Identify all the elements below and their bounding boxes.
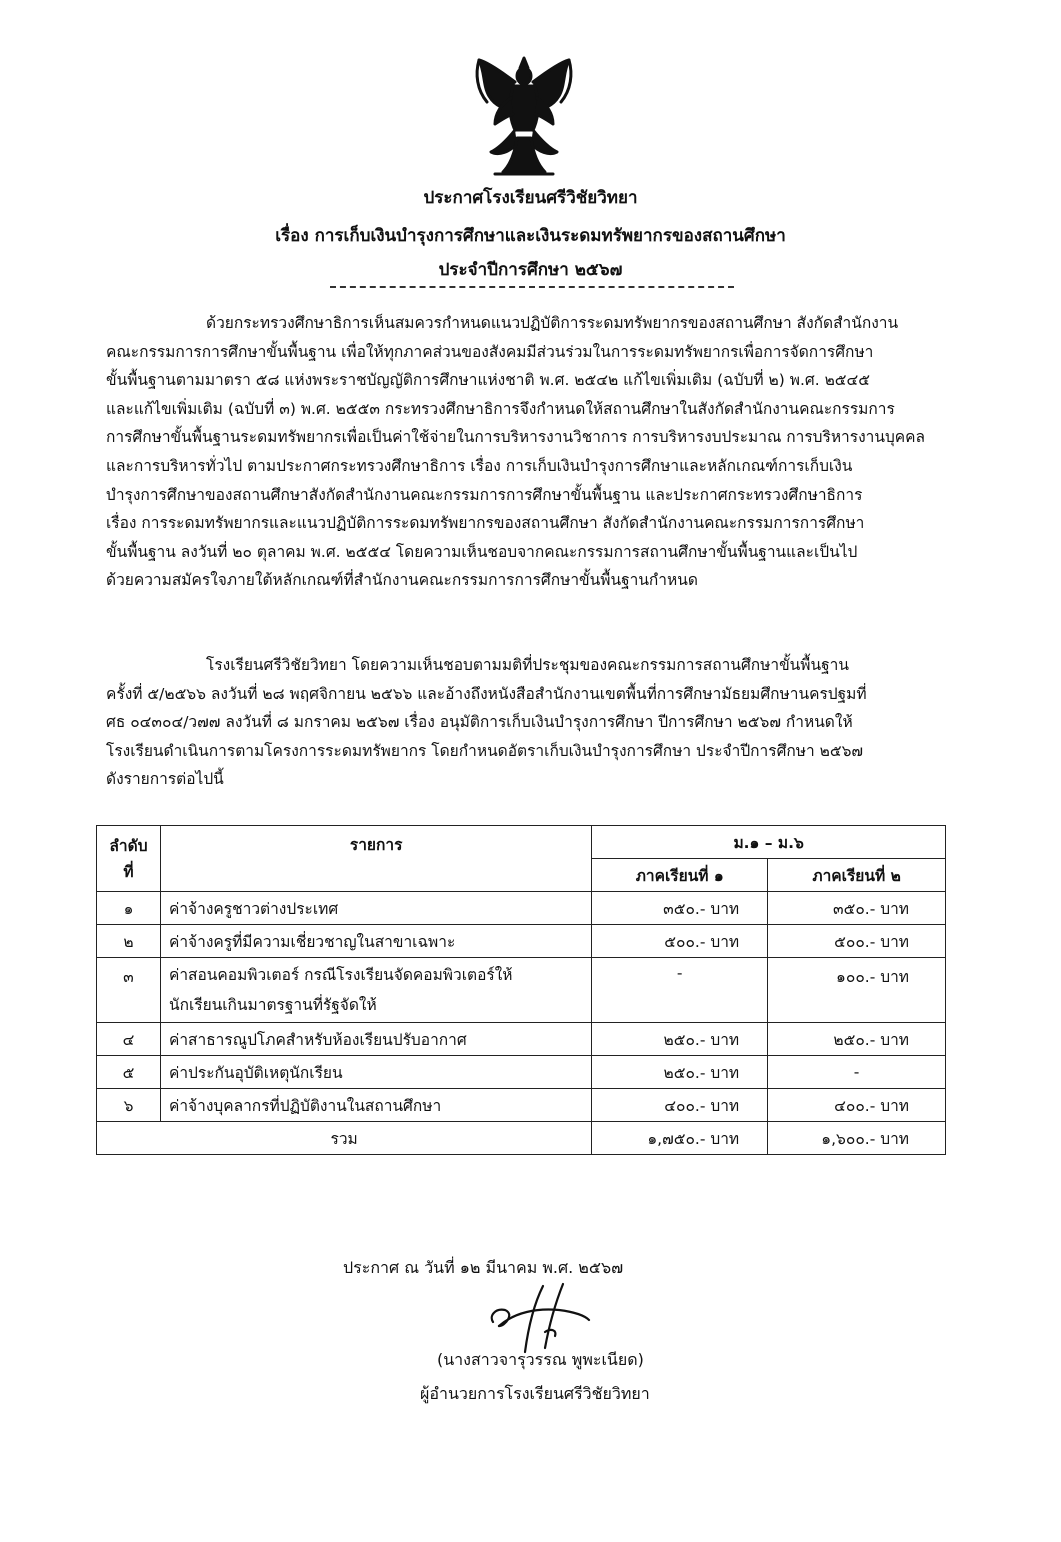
row-term2: ๑๐๐.- บาท [768, 958, 946, 1023]
paragraph-line: คณะกรรมการการศึกษาขั้นพื้นฐาน เพื่อให้ทุกภาคส่วนของสังคมมีส่วนร่วมในการระดมทรัพยากรเพื่อการจัดการศึกษา [106, 342, 874, 361]
announcement-subject: เรื่อง การเก็บเงินบำรุงการศึกษาและเงินระดมทรัพยากรของสถานศึกษา [275, 226, 786, 246]
row-term1: - [592, 958, 768, 1023]
row-term1: ๒๕๐.- บาท [592, 1023, 768, 1056]
row-item: ค่าสอนคอมพิวเตอร์ กรณีโรงเรียนจัดคอมพิวเตอร์ให้ [168, 966, 513, 984]
row-no: ๑ [97, 892, 161, 925]
row-item: ค่าจ้างบุคลากรที่ปฏิบัติงานในสถานศึกษา [160, 1089, 591, 1122]
announcement-date: ประกาศ ณ วันที่ ๑๒ มีนาคม พ.ศ. ๒๕๖๗ [343, 1258, 624, 1277]
row-term2: ๔๐๐.- บาท [768, 1089, 946, 1122]
row-term1: ๔๐๐.- บาท [592, 1089, 768, 1122]
row-term2: ๓๕๐.- บาท [768, 892, 946, 925]
row-item: ค่าประกันอุบัติเหตุนักเรียน [160, 1056, 591, 1089]
paragraph-line: ด้วยกระทรวงศึกษาธิการเห็นสมควรกำหนดแนวปฏิบัติการระดมทรัพยากรของสถานศึกษา สังกัดสำนักงาน [206, 314, 899, 332]
table-row [97, 925, 946, 958]
total-term2: ๑,๖๐๐.- บาท [768, 1122, 946, 1155]
announcement-title: ประกาศโรงเรียนศรีวิชัยวิทยา [423, 188, 638, 208]
row-no: ๓ [97, 958, 161, 1023]
row-term1: ๓๕๐.- บาท [592, 892, 768, 925]
signer-position: ผู้อำนวยการโรงเรียนศรีวิชัยวิทยา [420, 1384, 650, 1403]
paragraph-line: ขั้นพื้นฐาน ลงวันที่ ๒๐ ตุลาคม พ.ศ. ๒๕๕๔ โดยความเห็นชอบจากคณะกรรมการสถานศึกษาขั้นพื้นฐานและเป็นไป [106, 542, 858, 561]
paragraph-line: ดังรายการต่อไปนี้ [106, 770, 224, 789]
academic-year-line: ประจำปีการศึกษา ๒๕๖๗ [438, 260, 623, 280]
row-no: ๔ [97, 1023, 161, 1056]
paragraph-line: โรงเรียนศรีวิชัยวิทยา โดยความเห็นชอบตามมติที่ประชุมของคณะกรรมการสถานศึกษาขั้นพื้นฐาน [206, 656, 849, 674]
total-term1: ๑,๗๕๐.- บาท [592, 1122, 768, 1155]
col-term2-header: ภาคเรียนที่ ๒ [768, 859, 946, 892]
table-row [97, 958, 946, 1023]
fee-table [96, 825, 946, 1155]
col-no-header [97, 826, 161, 892]
row-term2: ๒๕๐.- บาท [768, 1023, 946, 1056]
paragraph-line: โรงเรียนดำเนินการตามโครงการระดมทรัพยากร โดยกำหนดอัตราเก็บเงินบำรุงการศึกษา ประจำปีการศึกษา ๒๕๖๗ [106, 741, 864, 760]
col-no-label: ลำดับ [109, 836, 148, 855]
table-header-row [97, 826, 946, 859]
paragraph-2 [106, 651, 972, 794]
paragraph-line: ด้วยความสมัครใจภายใต้หลักเกณฑ์ที่สำนักงานคณะกรรมการการศึกษาขั้นพื้นฐานกำหนด [106, 571, 698, 590]
row-term1: ๕๐๐.- บาท [592, 925, 768, 958]
col-item-header: รายการ [160, 826, 591, 892]
col-level-header: ม.๑ – ม.๖ [592, 826, 946, 859]
paragraph-line: บำรุงการศึกษาของสถานศึกษาสังกัดสำนักงานคณะกรรมการการศึกษาขั้นพื้นฐาน และประกาศกระทรวงศึกษาธิการ [106, 485, 863, 504]
row-item-multiline [160, 958, 591, 1023]
row-no: ๒ [97, 925, 161, 958]
paragraph-line: ศธ ๐๔๓๐๔/ว๗๗ ลงวันที่ ๘ มกราคม ๒๕๖๗ เรื่อง อนุมัติการเก็บเงินบำรุงการศึกษา ปีการศึกษา ๒๕๖๗ กำหนดให้ [106, 713, 853, 732]
paragraph-line: เรื่อง การระดมทรัพยากรและแนวปฏิบัติการระดมทรัพยากรของสถานศึกษา สังกัดสำนักงานคณะกรรมการการศึกษา [106, 514, 865, 533]
table-total-row [97, 1122, 946, 1155]
dashed-divider [330, 286, 734, 288]
col-no-label-2: ที่ [123, 862, 134, 881]
row-no: ๕ [97, 1056, 161, 1089]
table-row [97, 1056, 946, 1089]
row-term1: ๒๕๐.- บาท [592, 1056, 768, 1089]
col-term1-header: ภาคเรียนที่ ๑ [592, 859, 768, 892]
garuda-emblem-icon [465, 52, 583, 180]
row-item: ค่าจ้างครูชาวต่างประเทศ [160, 892, 591, 925]
row-item-continued: นักเรียนเกินมาตรฐานที่รัฐจัดให้ [168, 996, 377, 1014]
row-item: ค่าสาธารณูปโภคสำหรับห้องเรียนปรับอากาศ [160, 1023, 591, 1056]
row-item: ค่าจ้างครูที่มีความเชี่ยวชาญในสาขาเฉพาะ [160, 925, 591, 958]
paragraph-1 [106, 309, 972, 595]
total-label: รวม [97, 1122, 592, 1155]
paragraph-line: และการบริหารทั่วไป ตามประกาศกระทรวงศึกษาธิการ เรื่อง การเก็บเงินบำรุงการศึกษาและหลักเกณฑ์การเก็บเงิน [106, 456, 853, 475]
table-row [97, 892, 946, 925]
paragraph-line: และแก้ไขเพิ่มเติม (ฉบับที่ ๓) พ.ศ. ๒๕๕๓ กระทรวงศึกษาธิการจึงกำหนดให้สถานศึกษาในสังกัดสำนักงานคณะกรรมการ [106, 399, 895, 418]
paragraph-line: ขั้นพื้นฐานตามมาตรา ๕๘ แห่งพระราชบัญญัติการศึกษาแห่งชาติ พ.ศ. ๒๕๔๒ แก้ไขเพิ่มเติม (ฉบับที่ ๒) พ.ศ. ๒๕๔๕ [106, 371, 870, 390]
signer-name: (นางสาวจารุวรรณ พูพะเนียด) [437, 1350, 644, 1369]
paragraph-line: การศึกษาขั้นพื้นฐานระดมทรัพยากรเพื่อเป็นค่าใช้จ่ายในการบริหารงานวิชาการ การบริหารงบประมาณ การบริหารงานบุคคล [106, 428, 926, 447]
table-row [97, 1023, 946, 1056]
table-row [97, 1089, 946, 1122]
row-no: ๖ [97, 1089, 161, 1122]
row-term2: ๕๐๐.- บาท [768, 925, 946, 958]
row-term2: - [768, 1056, 946, 1089]
paragraph-line: ครั้งที่ ๕/๒๕๖๖ ลงวันที่ ๒๘ พฤศจิกายน ๒๕๖๖ และอ้างถึงหนังสือสำนักงานเขตพื้นที่การศึกษามัธยมศึกษานครปฐมที่ [106, 684, 867, 703]
